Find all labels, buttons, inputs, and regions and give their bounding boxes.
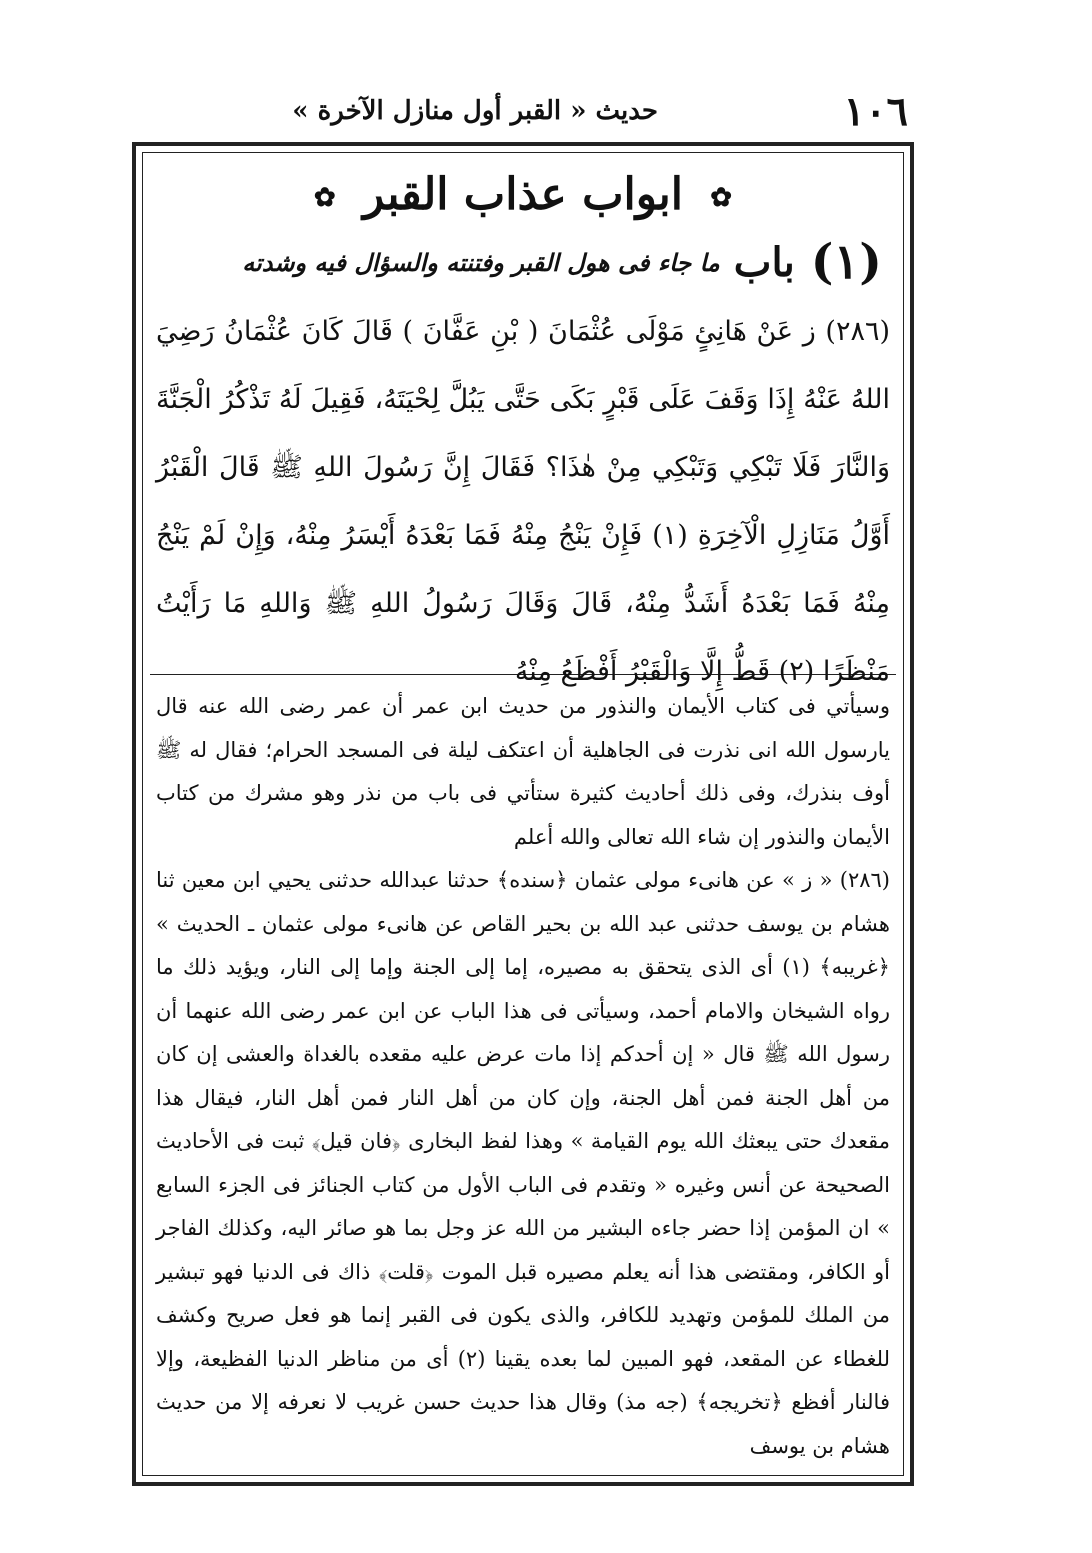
bab-heading — [150, 226, 896, 298]
commentary-paragraph: (٢٨٦) « ز » عن هانىء مولى عثمان ﴿سنده﴾ حدثنا عبدالله حدثنى يحيي ابن معين ثنا هشام بن يوسف حدثنى عبد الله بن بحير القاص عن هانىء مولى عثمان ـ الحديث » ﴿غريبه﴾ (١) أى الذى يتحقق به مصيره، إما إلى الجنة وإما إلى النار، ويؤيد ذلك ما رواه الشيخان والامام أحمد، وسيأتى فى هذا الباب عن ابن عمر رضى الله عنهما أن رسول الله ﷺ قال « إن أحدكم إذا مات عرض عليه مقعده بالغداة والعشى إن كان من أهل الجنة فمن أهل الجنة، وإن كان من أهل النار فمن أهل النار، فيقال هذا مقعدك حتى يبعثك الله يوم القيامة » وهذا لفظ البخارى ﴿فان قيل﴾ ثبت فى الأحاديث الصحيحة عن أنس وغيره « وتقدم فى الباب الأول من كتاب الجنائز فى الجزء السابع » ان المؤمن إذا حضر جاءه البشير من الله عز وجل بما هو صائر اليه، وكذلك الفاجر أو الكافر، ومقتضى هذا أنه يعلم مصيره قبل الموت ﴿قلت﴾ ذاك فى الدنيا فهو تبشير من الملك للمؤمن وتهديد للكافر، والذى يكون فى القبر إنما هو فعل صريح وكشف للغطاء عن المقعد، فهو المبين لما بعده يقينا (٢) أى من مناظر الدنيا الفظيعة، وإلا فالنار أفظع ﴿تخريجه﴾ (جه مذ) وقال هذا حديث حسن غريب لا نعرفه إلا من حديث هشام بن يوسف — [156, 868, 890, 1458]
ornament-icon: ✿ — [313, 182, 336, 213]
chapter-title — [150, 164, 896, 226]
running-title: حديث « القبر أول منازل الآخرة » — [292, 96, 658, 126]
hadith-text: (٢٨٦) ز عَنْ هَانِئٍ مَوْلَى عُثْمَانَ ( بْنِ عَفَّانَ ) قَالَ كَانَ عُثْمَانُ رَضِيَ اللهُ عَنْهُ إِذَا وَقَفَ عَلَى قَبْرٍ بَكَى حَتَّى يَبُلَّ لِحْيَتَهُ، فَقِيلَ لَهُ تَذْكُرُ الْجَنَّةَ وَالنَّارَ فَلَا تَبْكِي وَتَبْكِي مِنْ هٰذَا؟ فَقَالَ إِنَّ رَسُولَ اللهِ ﷺ قَالَ الْقَبْرُ أَوَّلُ مَنَازِلِ الْآخِرَةِ (١) فَإِنْ يَنْجُ مِنْهُ فَمَا بَعْدَهُ أَيْسَرُ مِنْهُ، وَإِنْ لَمْ يَنْجُ مِنْهُ فَمَا بَعْدَهُ أَشَدُّ مِنْهُ، قَالَ وَقَالَ رَسُولُ اللهِ ﷺ وَاللهِ مَا رَأَيْتُ مَنْظَرًا (٢) قَطُّ إِلَّا وَالْقَبْرُ أَفْظَعُ مِنْهُ — [156, 316, 890, 687]
page-number: ١٠٦ — [843, 88, 908, 135]
ornament-icon: ✿ — [710, 182, 733, 213]
bab-label: باب — [733, 238, 795, 286]
commentary — [150, 675, 896, 1468]
page-header — [148, 88, 908, 144]
chapter-title-text: ابواب عذاب القبر — [363, 169, 683, 220]
bab-title: ما جاء فى هول القبر وفتنته والسؤال فيه وشدته — [242, 247, 720, 277]
commentary-paragraph: وسيأتي فى كتاب الأيمان والنذور من حديث ابن عمر أن عمر رضى الله عنه قال يارسول الله انى نذرت فى الجاهلية أن اعتكف ليلة فى المسجد الحرام؛ فقال له ﷺ أوف بنذرك، وفى ذلك أحاديث كثيرة ستأتي فى باب من نذر وهو مشرك من كتاب الأيمان والنذور إن شاء الله تعالى والله أعلم — [156, 694, 890, 849]
bab-number: (١) — [810, 234, 882, 290]
page-content — [150, 160, 896, 1470]
